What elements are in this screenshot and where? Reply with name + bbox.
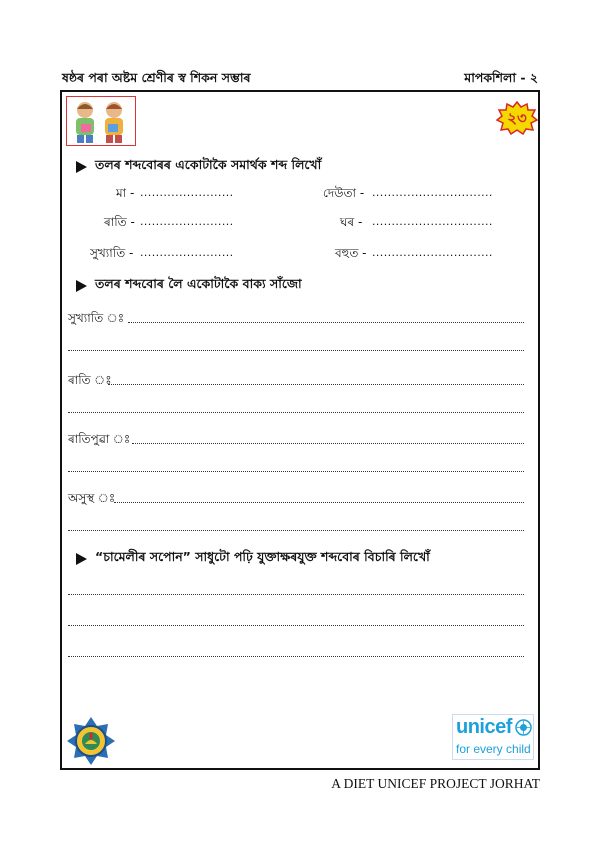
answer-line[interactable]	[68, 412, 524, 413]
section-3-heading	[76, 549, 430, 569]
synonym-answer-3[interactable]: ........................	[140, 215, 234, 228]
synonym-word-5: সুখ্যাতি -	[90, 246, 134, 260]
section-1-heading	[76, 157, 321, 177]
section-3-title: “চামেলীৰ সপোন” সাধুটো পঢ়ি যুক্তাক্ষৰযুক্ত শব্দবোৰ বিচাৰি লিখোঁ	[95, 549, 430, 564]
answer-line[interactable]	[128, 322, 524, 323]
answer-line[interactable]	[68, 471, 524, 472]
section-1-title: তলৰ শব্দবোৰৰ একোটাকৈ সমাৰ্থক শব্দ লিখোঁ	[95, 157, 322, 172]
answer-line[interactable]	[68, 350, 524, 351]
triangle-bullet-icon	[76, 553, 87, 565]
synonym-word-4: ঘৰ -	[340, 215, 363, 229]
unicef-tagline: for every child	[456, 742, 531, 756]
answer-line[interactable]	[68, 656, 524, 657]
worksheet-badge	[496, 101, 538, 139]
synonym-answer-4[interactable]: ...............................	[372, 215, 493, 228]
answer-line[interactable]	[68, 625, 524, 626]
sentence-word-4: অসুস্থ ঃ	[68, 491, 116, 505]
synonym-answer-1[interactable]: ........................	[140, 186, 234, 199]
badge-number: ২৩	[507, 109, 527, 127]
worksheet-number: মাপকশিলা - ২	[464, 70, 538, 85]
answer-line[interactable]	[132, 443, 524, 444]
synonym-word-6: বহুত -	[335, 246, 367, 260]
synonym-word-3: ৰাতি -	[104, 215, 135, 229]
children-icon	[67, 97, 135, 145]
worksheet-series-title: ষষ্ঠৰ পৰা অষ্টম শ্ৰেণীৰ স্ব শিকন সম্ভাৰ	[62, 70, 251, 85]
triangle-bullet-icon	[76, 280, 87, 292]
answer-line[interactable]	[68, 530, 524, 531]
children-reading-illustration	[66, 96, 136, 146]
section-2-heading	[76, 276, 302, 296]
unicef-wordmark: unicef	[456, 716, 512, 738]
unicef-logo	[452, 714, 534, 760]
triangle-bullet-icon	[76, 161, 87, 173]
sentence-word-2: ৰাতি ঃ	[68, 373, 112, 387]
sentence-word-1: সুখ্যাতি ঃ	[68, 311, 125, 325]
section-2-title: তলৰ শব্দবোৰ লৈ একোটাকৈ বাক্য সাঁজো	[95, 276, 302, 291]
diet-emblem-icon	[66, 716, 116, 766]
synonym-word-2: দেউতা -	[323, 186, 365, 200]
synonym-word-1: মা -	[116, 186, 135, 200]
sentence-word-3: ৰাতিপুৱা ঃ	[68, 432, 131, 446]
synonym-answer-6[interactable]: ...............................	[372, 246, 493, 259]
answer-line[interactable]	[108, 384, 524, 385]
synonym-answer-2[interactable]: ...............................	[372, 186, 493, 199]
answer-line[interactable]	[114, 502, 524, 503]
unicef-emblem-icon	[515, 719, 532, 736]
synonym-answer-5[interactable]: ........................	[140, 246, 234, 259]
diet-logo	[66, 716, 116, 770]
answer-line[interactable]	[68, 594, 524, 595]
project-footer: A DIET UNICEF PROJECT JORHAT	[331, 776, 540, 791]
